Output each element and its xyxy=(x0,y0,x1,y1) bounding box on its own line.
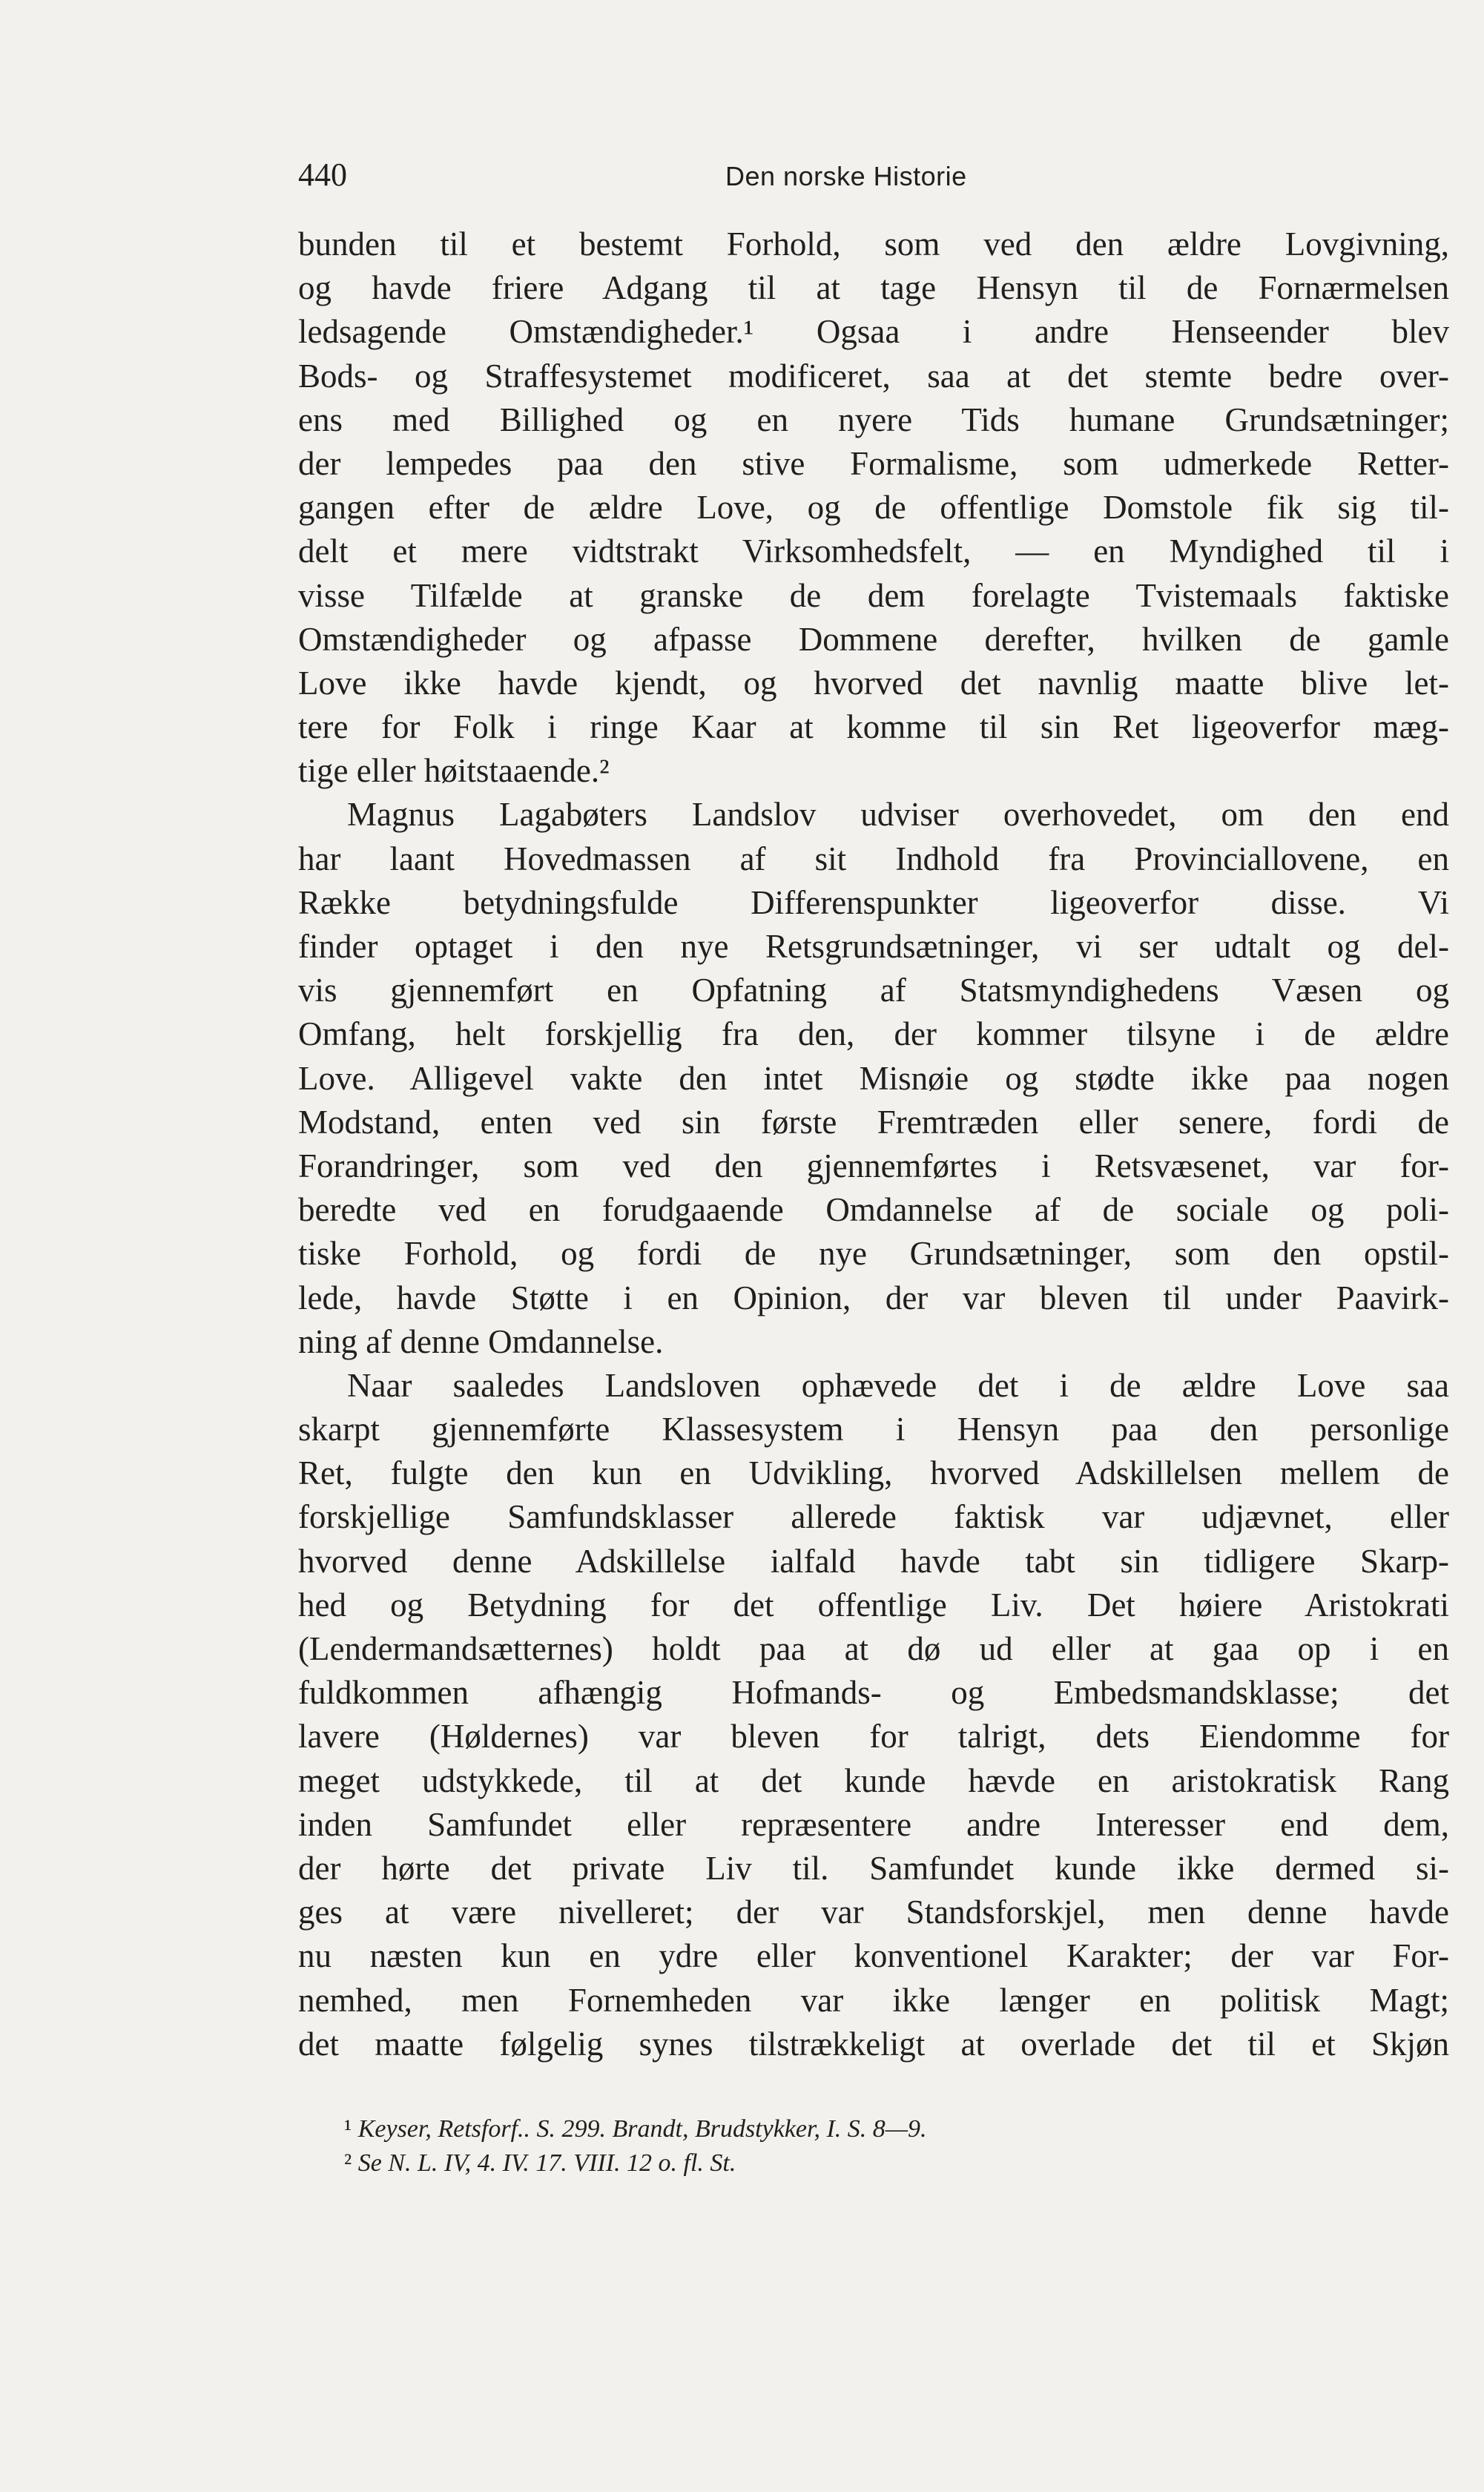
text-line: gangen efter de ældre Love, og de offentlige Domstole fik sig til- xyxy=(298,489,1449,527)
text-line: ges at være nivelleret; der var Standsforskjel, men denne havde xyxy=(298,1893,1449,1931)
text-line: (Lendermandsætternes) holdt paa at dø ud eller at gaa op i en xyxy=(298,1630,1449,1667)
footnote-text: Se N. L. IV, 4. IV. 17. VIII. 12 o. fl. St. xyxy=(357,2149,736,2177)
text-line: forskjellige Samfundsklasser allerede faktisk var udjævnet, eller xyxy=(298,1498,1449,1536)
footnote-marker: ² xyxy=(344,2149,352,2177)
text-line: hvorved denne Adskillelse ialfald havde tabt sin tidligere Skarp- xyxy=(298,1542,1449,1580)
page-number: 440 xyxy=(298,156,347,193)
text-line: finder optaget i den nye Retsgrundsætninger, vi ser udtalt og del- xyxy=(298,928,1449,965)
footnote xyxy=(344,2112,1308,2146)
text-line: Række betydningsfulde Differenspunkter ligeoverfor disse. Vi xyxy=(298,883,1449,921)
body-text xyxy=(298,222,1449,2066)
text-line: inden Samfundet eller repræsentere andre Interesser end dem, xyxy=(298,1805,1449,1843)
text-line: det maatte følgelig synes tilstrækkeligt at overlade det til et Skjøn xyxy=(298,2025,1449,2063)
text-line: ens med Billighed og en nyere Tids humane Grundsætninger; xyxy=(298,400,1449,438)
text-line: Omstændigheder og afpasse Dommene derefter, hvilken de gamle xyxy=(298,620,1449,658)
text-line: nemhed, men Fornemheden var ikke længer en politisk Magt; xyxy=(298,1981,1449,2019)
text-line: vis gjennemført en Opfatning af Statsmyndighedens Væsen og xyxy=(298,972,1449,1009)
text-line: ning af denne Omdannelse. xyxy=(298,1322,664,1360)
text-line: Omfang, helt forskjellig fra den, der kommer tilsyne i de ældre xyxy=(298,1015,1449,1053)
text-line: Ret, fulgte den kun en Udvikling, hvorved Adskillelsen mellem de xyxy=(298,1454,1449,1492)
text-line: bunden til et bestemt Forhold, som ved den ældre Lovgivning, xyxy=(298,225,1449,263)
text-line: tere for Folk i ringe Kaar at komme til sin Ret ligeoverfor mæg- xyxy=(298,708,1449,746)
text-line: Love ikke havde kjendt, og hvorved det navnlig maatte blive let- xyxy=(298,664,1449,702)
footnotes xyxy=(344,2112,1308,2180)
text-line: der lempedes paa den stive Formalisme, som udmerkede Retter- xyxy=(298,444,1449,482)
text-line: hed og Betydning for det offentlige Liv. Det høiere Aristokrati xyxy=(298,1586,1449,1624)
text-line: Modstand, enten ved sin første Fremtræden eller senere, fordi de xyxy=(298,1103,1449,1141)
text-line: nu næsten kun en ydre eller konventionel Karakter; der var For- xyxy=(298,1937,1449,1975)
footnote xyxy=(344,2146,1308,2180)
page-header xyxy=(298,153,1449,197)
text-line: tiske Forhold, og fordi de nye Grundsætninger, som den opstil- xyxy=(298,1235,1449,1273)
text-line: beredte ved en forudgaaende Omdannelse af de sociale og poli- xyxy=(298,1191,1449,1229)
text-line: har laant Hovedmassen af sit Indhold fra Provinciallovene, en xyxy=(298,840,1449,877)
text-line: Magnus Lagabøters Landslov udviser overhovedet, om den end xyxy=(347,796,1449,834)
text-line: lavere (Høldernes) var bleven for talrigt, dets Eiendomme for xyxy=(298,1718,1449,1756)
text-line: meget udstykkede, til at det kunde hævde en aristokratisk Rang xyxy=(298,1761,1449,1799)
text-line: Love. Alligevel vakte den intet Misnøie og stødte ikke paa nogen xyxy=(298,1059,1449,1097)
text-line: lede, havde Støtte i en Opinion, der var bleven til under Paavirk- xyxy=(298,1279,1449,1316)
footnote-text: Keyser, Retsforf.. S. 299. Brandt, Brudstykker, I. S. 8—9. xyxy=(357,2115,927,2143)
text-line: og havde friere Adgang til at tage Hensyn til de Fornærmelsen xyxy=(298,269,1449,307)
footnote-marker: ¹ xyxy=(344,2115,352,2143)
text-line: ledsagende Omstændigheder.¹ Ogsaa i andre Henseender blev xyxy=(298,313,1449,351)
text-line: Naar saaledes Landsloven ophævede det i de ældre Love saa xyxy=(347,1366,1449,1404)
running-title: Den norske Historie xyxy=(725,161,967,191)
text-line: der hørte det private Liv til. Samfundet kunde ikke dermed si- xyxy=(298,1849,1449,1887)
text-line: fuldkommen afhængig Hofmands- og Embedsmandsklasse; det xyxy=(298,1674,1449,1712)
text-line: delt et mere vidtstrakt Virksomhedsfelt, — en Myndighed til i xyxy=(298,533,1449,570)
text-line: Forandringer, som ved den gjennemførtes i Retsvæsenet, var for- xyxy=(298,1147,1449,1184)
text-line: Bods- og Straffesystemet modificeret, saa at det stemte bedre over- xyxy=(298,357,1449,395)
text-line: visse Tilfælde at granske de dem forelagte Tvistemaals faktiske xyxy=(298,576,1449,614)
text-line: tige eller høitstaaende.² xyxy=(298,752,610,790)
text-line: skarpt gjennemførte Klassesystem i Hensyn paa den personlige xyxy=(298,1411,1449,1448)
